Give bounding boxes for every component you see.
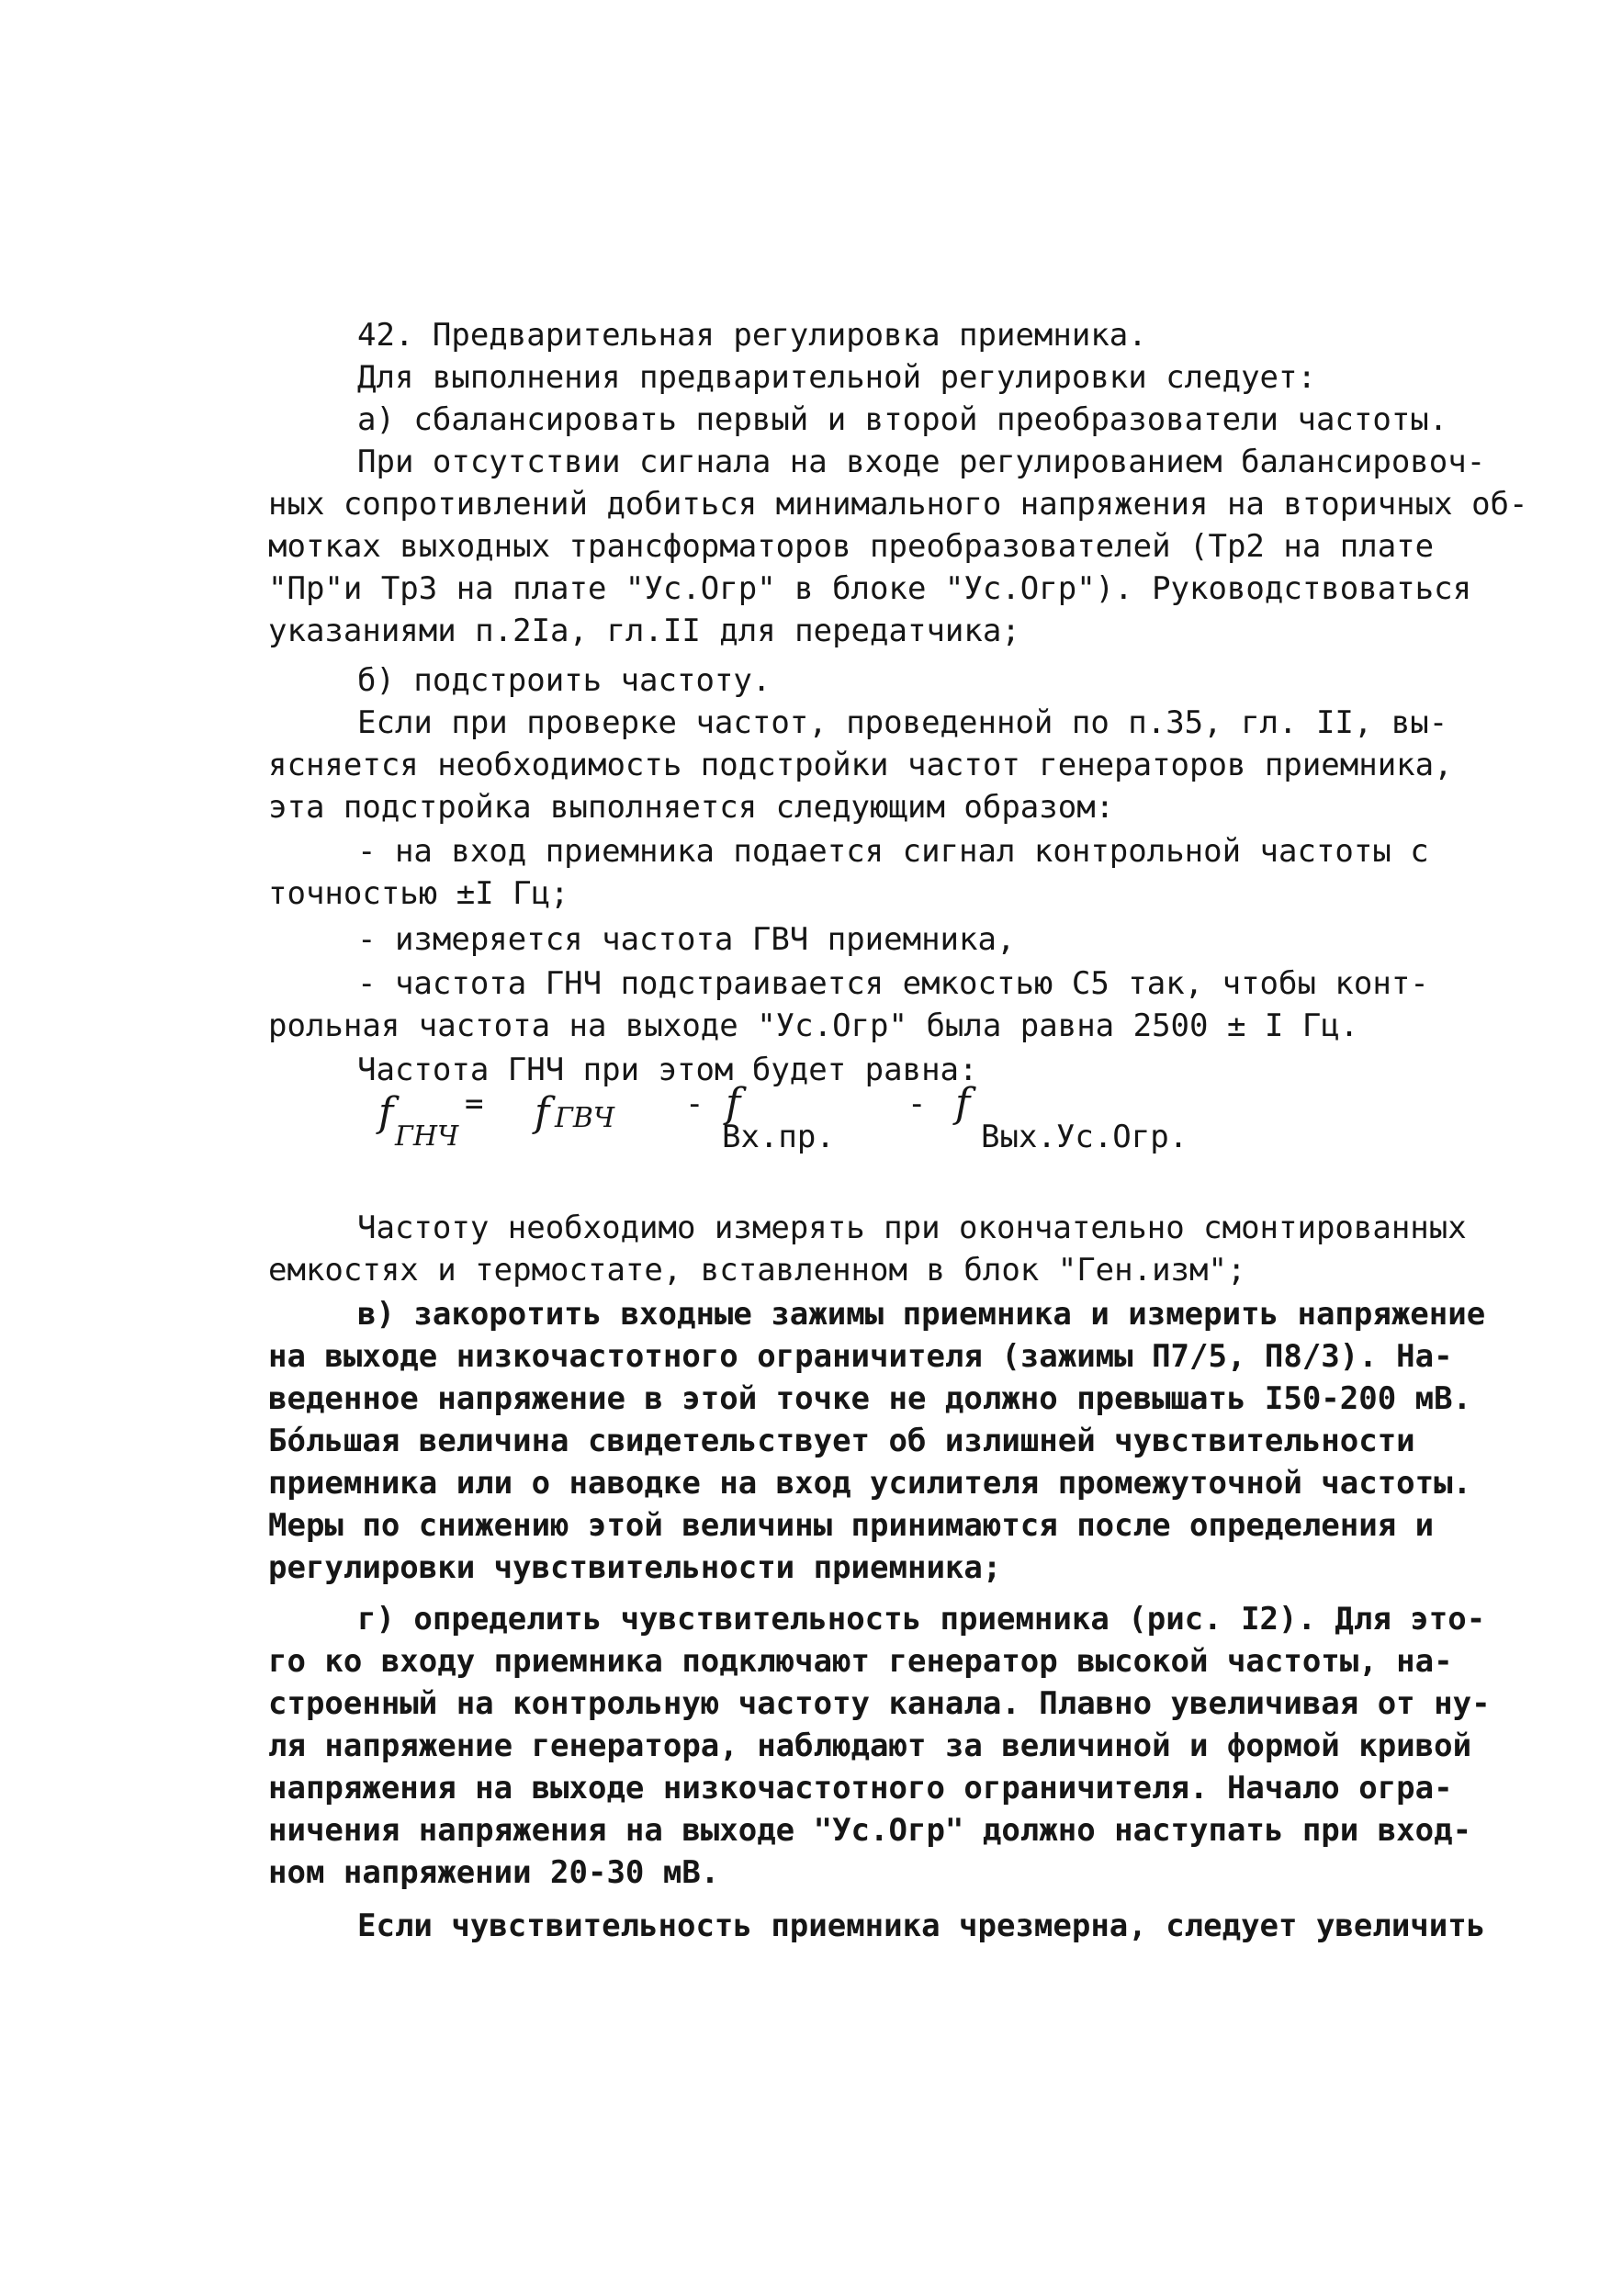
para-a-line-4: "Пр"и Тр3 на плате "Ус.Огр" в блоке "Ус.Огр"). Руководствоваться bbox=[268, 570, 1472, 607]
section-heading: 42. Предварительная регулировка приемника. bbox=[357, 317, 1147, 354]
para-b-line-2: ясняется необходимость подстройки частот генераторов приемника, bbox=[268, 747, 1453, 783]
dash-3-line-1: - частота ГНЧ подстраивается емкостью С5 так, чтобы конт- bbox=[357, 965, 1429, 1002]
item-g-line-1: г) определить чувствительность приемника (рис. I2). Для это- bbox=[357, 1601, 1486, 1638]
item-g-line-3: строенный на контрольную частоту канала. Плавно увеличивая от ну- bbox=[268, 1685, 1491, 1722]
dash-2: - измеряется частота ГВЧ приемника, bbox=[357, 921, 1016, 958]
para-a-line-1: При отсутствии сигнала на входе регулированием балансировоч- bbox=[357, 444, 1486, 480]
formula-f-in: f bbox=[726, 1080, 741, 1127]
formula-intro: Частота ГНЧ при этом будет равна: bbox=[357, 1052, 978, 1088]
item-v-line-2: на выходе низкочастотного ограничителя (зажимы П7/5, П8/3). На- bbox=[268, 1338, 1453, 1375]
intro-line: Для выполнения предварительной регулировки следует: bbox=[357, 359, 1316, 396]
item-g-line-5: напряжения на выходе низкочастотного ограничителя. Начало огра- bbox=[268, 1770, 1453, 1806]
dash-1-line-1: - на вход приемника подается сигнал контрольной частоты с bbox=[357, 833, 1429, 870]
formula-f-gvch: f bbox=[535, 1089, 550, 1136]
last-line: Если чувствительность приемника чрезмерна, следует увеличить bbox=[357, 1908, 1486, 1944]
item-v-line-3: веденное напряжение в этой точке не должно превышать I50-200 мВ. bbox=[268, 1380, 1472, 1417]
formula-sub-out: Вых.Ус.Огр. bbox=[981, 1119, 1188, 1155]
para-a-line-5: указаниями п.2Iа, гл.II для передатчика; bbox=[268, 613, 1020, 649]
item-g-line-7: ном напряжении 20-30 мВ. bbox=[268, 1854, 720, 1891]
para-a-line-3: мотках выходных трансформаторов преобразователей (Тр2 на плате bbox=[268, 528, 1435, 565]
dash-3-line-2: рольная частота на выходе "Ус.Огр" была равна 2500 ± I Гц. bbox=[268, 1007, 1359, 1044]
frequency-formula bbox=[0, 1080, 1622, 1212]
para-measure-line-2: емкостях и термостате, вставленном в блок "Ген.изм"; bbox=[268, 1252, 1246, 1289]
formula-sub-in: Вх.пр. bbox=[722, 1119, 835, 1155]
formula-f-gnch: f bbox=[378, 1089, 394, 1136]
formula-equals: = bbox=[465, 1086, 484, 1122]
item-b: б) подстроить частоту. bbox=[357, 662, 772, 699]
para-a-line-2: ных сопротивлений добиться минимального напряжения на вторичных об- bbox=[268, 486, 1528, 523]
formula-sub-gnch: ГНЧ bbox=[395, 1120, 459, 1153]
formula-f-out: f bbox=[955, 1080, 971, 1127]
formula-minus-2: - bbox=[907, 1086, 927, 1122]
item-v-line-4: Бо́льшая величина свидетельствует об излишней чувствительности bbox=[268, 1423, 1415, 1459]
item-g-line-4: ля напряжение генератора, наблюдают за величиной и формой кривой bbox=[268, 1728, 1472, 1764]
para-b-line-1: Если при проверке частот, проведенной по п.35, гл. II, вы- bbox=[357, 704, 1448, 741]
dash-1-line-2: точностью ±I Гц; bbox=[268, 875, 569, 912]
item-v-line-1: в) закоротить входные зажимы приемника и измерить напряжение bbox=[357, 1296, 1486, 1333]
para-measure-line-1: Частоту необходимо измерять при окончательно смонтированных bbox=[357, 1210, 1467, 1246]
item-a: а) сбалансировать первый и второй преобразователи частоты. bbox=[357, 401, 1448, 438]
item-v-line-7: регулировки чувствительности приемника; bbox=[268, 1549, 1002, 1586]
item-g-line-2: го ко входу приемника подключают генератор высокой частоты, на- bbox=[268, 1643, 1453, 1680]
para-b-line-3: эта подстройка выполняется следующим образом: bbox=[268, 789, 1115, 826]
item-g-line-6: ничения напряжения на выходе "Ус.Огр" должно наступать при вход- bbox=[268, 1812, 1472, 1849]
item-v-line-5: приемника или о наводке на вход усилителя промежуточной частоты. bbox=[268, 1465, 1472, 1502]
item-v-line-6: Меры по снижению этой величины принимаются после определения и bbox=[268, 1507, 1435, 1544]
formula-minus-1: - bbox=[685, 1086, 704, 1122]
formula-sub-gvch: ГВЧ bbox=[555, 1102, 615, 1134]
